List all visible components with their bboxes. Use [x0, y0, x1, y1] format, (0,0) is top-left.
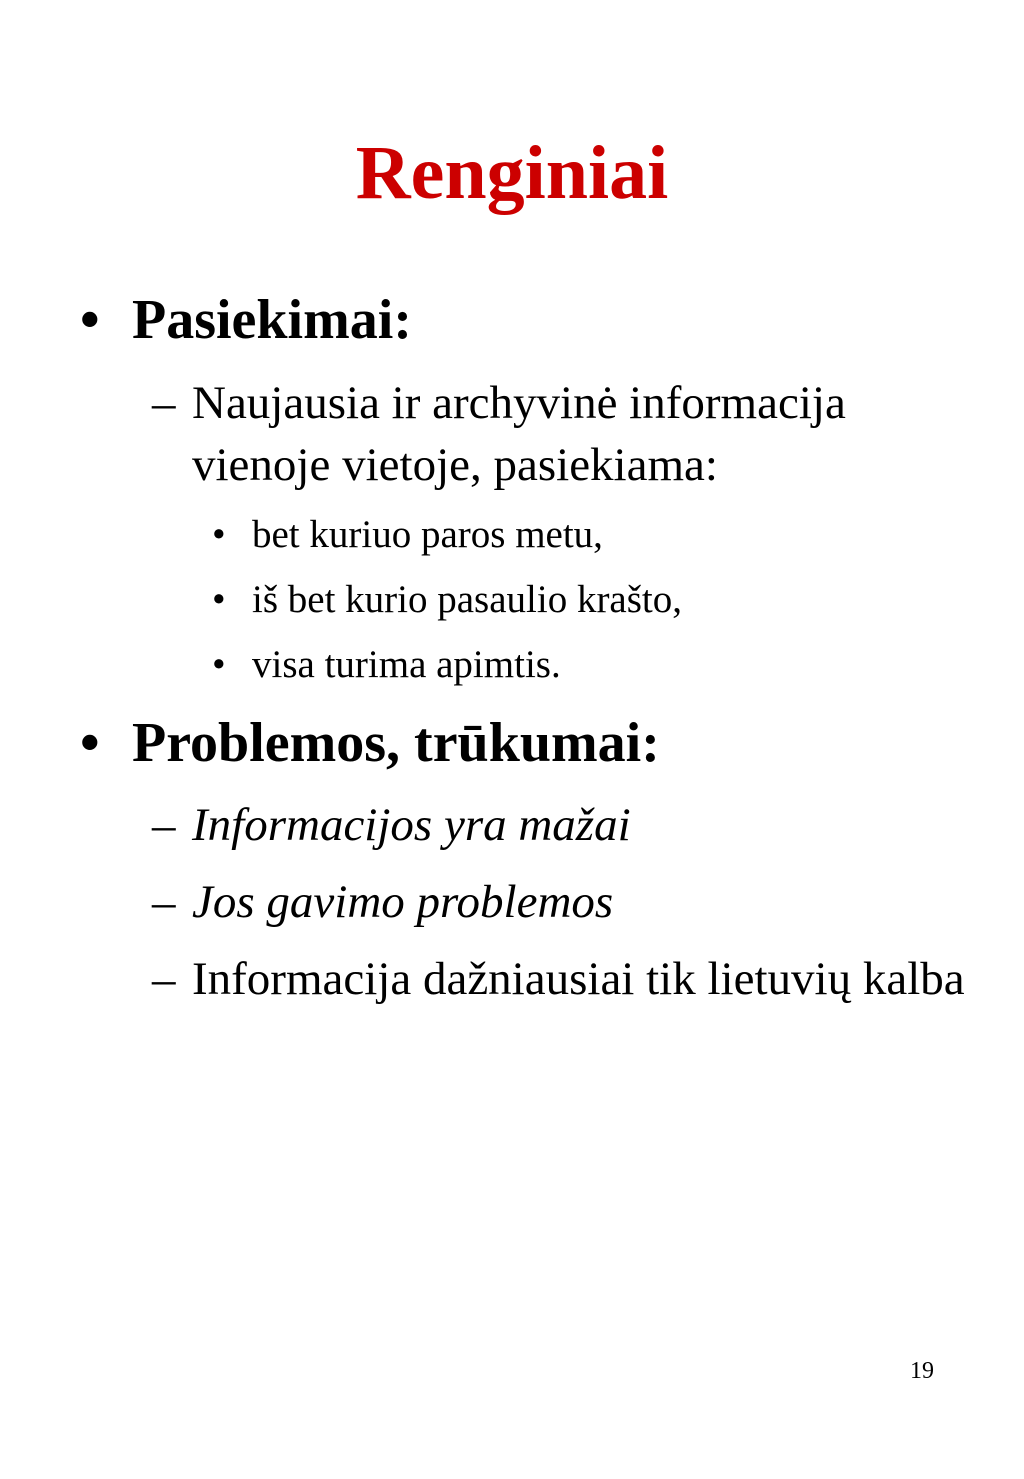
sub-item-full-scope	[212, 642, 561, 688]
sub-item-any-time	[212, 512, 603, 558]
list-item-access-problems	[152, 871, 972, 933]
page-number: 19	[910, 1358, 934, 1384]
section-heading-achievements	[80, 288, 412, 352]
section-heading-label: Problemos, trūkumai:	[132, 712, 660, 774]
section-heading-problems	[80, 711, 660, 775]
bullet-icon: •	[80, 712, 100, 774]
bullet-icon: •	[212, 643, 226, 686]
bullet-icon: •	[80, 289, 100, 351]
dash-icon: –	[152, 377, 176, 429]
sub-item-text: iš bet kurio pasaulio krašto,	[252, 578, 683, 621]
list-item-text: Informacija dažniausiai tik lietuvių kalba	[192, 953, 965, 1005]
bullet-icon: •	[212, 513, 226, 556]
dash-icon: –	[152, 953, 176, 1005]
dash-icon: –	[152, 799, 176, 851]
list-item-little-info	[152, 794, 972, 856]
list-item-text: Naujausia ir archyvinė informacija vienoje vietoje, pasiekiama:	[192, 377, 846, 491]
dash-icon: –	[152, 876, 176, 928]
list-item-text: Jos gavimo problemos	[192, 876, 614, 928]
list-item-info-access	[152, 372, 972, 496]
sub-item-text: bet kuriuo paros metu,	[252, 513, 603, 556]
list-item-text: Informacijos yra mažai	[192, 799, 631, 851]
sub-item-anywhere	[212, 577, 682, 623]
list-item-lithuanian-only	[152, 948, 972, 1010]
sub-item-text: visa turima apimtis.	[252, 643, 561, 686]
section-heading-label: Pasiekimai:	[132, 289, 412, 351]
bullet-icon: •	[212, 578, 226, 621]
slide-title: Renginiai	[355, 131, 669, 215]
